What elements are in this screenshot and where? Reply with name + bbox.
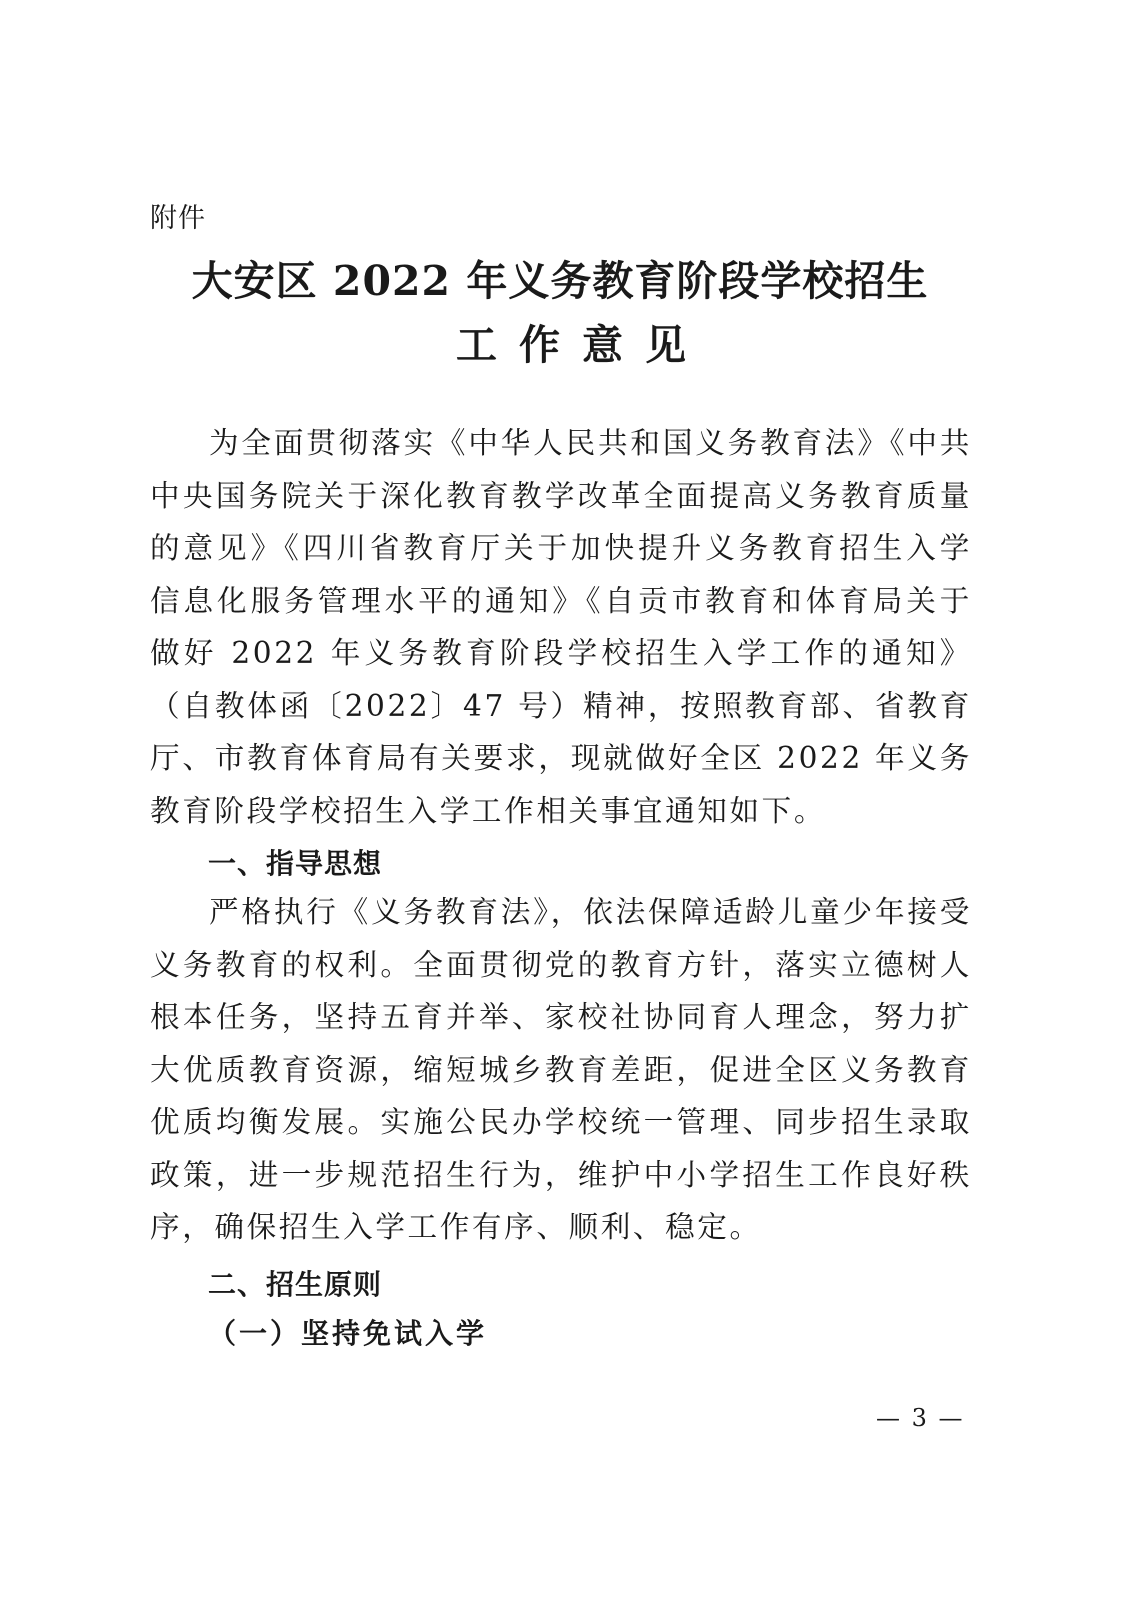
page-number: — 3 —	[876, 1404, 965, 1432]
section-heading-enrollment-principles: 二、招生原则	[208, 1268, 383, 1301]
document-title-line-1: 大安区 2022 年义务教育阶段学校招生	[191, 257, 929, 305]
section-heading-guiding-ideology: 一、指导思想	[208, 847, 383, 880]
guiding-ideology-paragraph: 严格执行《义务教育法》，依法保障适龄儿童少年接受义务教育的权利。全面贯彻党的教育方针，落实立德树人根本任务，坚持五育并举、家校社协同育人理念，努力扩大优质教育资源，缩短城乡教育差距，促进全区义务教育优质均衡发展。实施公民办学校统一管理、同步招生录取政策，进一步规范招生行为，维护中小学招生工作良好秩序，确保招生入学工作有序、顺利、稳定。	[150, 895, 972, 1244]
subsection-heading-exam-free-admission: （一）坚持免试入学	[208, 1317, 488, 1350]
intro-paragraph: 为全面贯彻落实《中华人民共和国义务教育法》《中共中央国务院关于深化教育教学改革全面提高义务教育质量的意见》《四川省教育厅关于加快提升义务教育招生入学信息化服务管理水平的通知》《自贡市教育和体育局关于做好 2022 年义务教育阶段学校招生入学工作的通知》（自教体函〔2022〕47 号）精神，按照教育部、省教育厅、市教育体育局有关要求，现就做好全区 2022 年义务教育阶段学校招生入学工作相关事宜通知如下。	[150, 426, 972, 828]
document-title-line-2: 工作意见	[456, 321, 708, 369]
attachment-label: 附件	[150, 203, 206, 234]
